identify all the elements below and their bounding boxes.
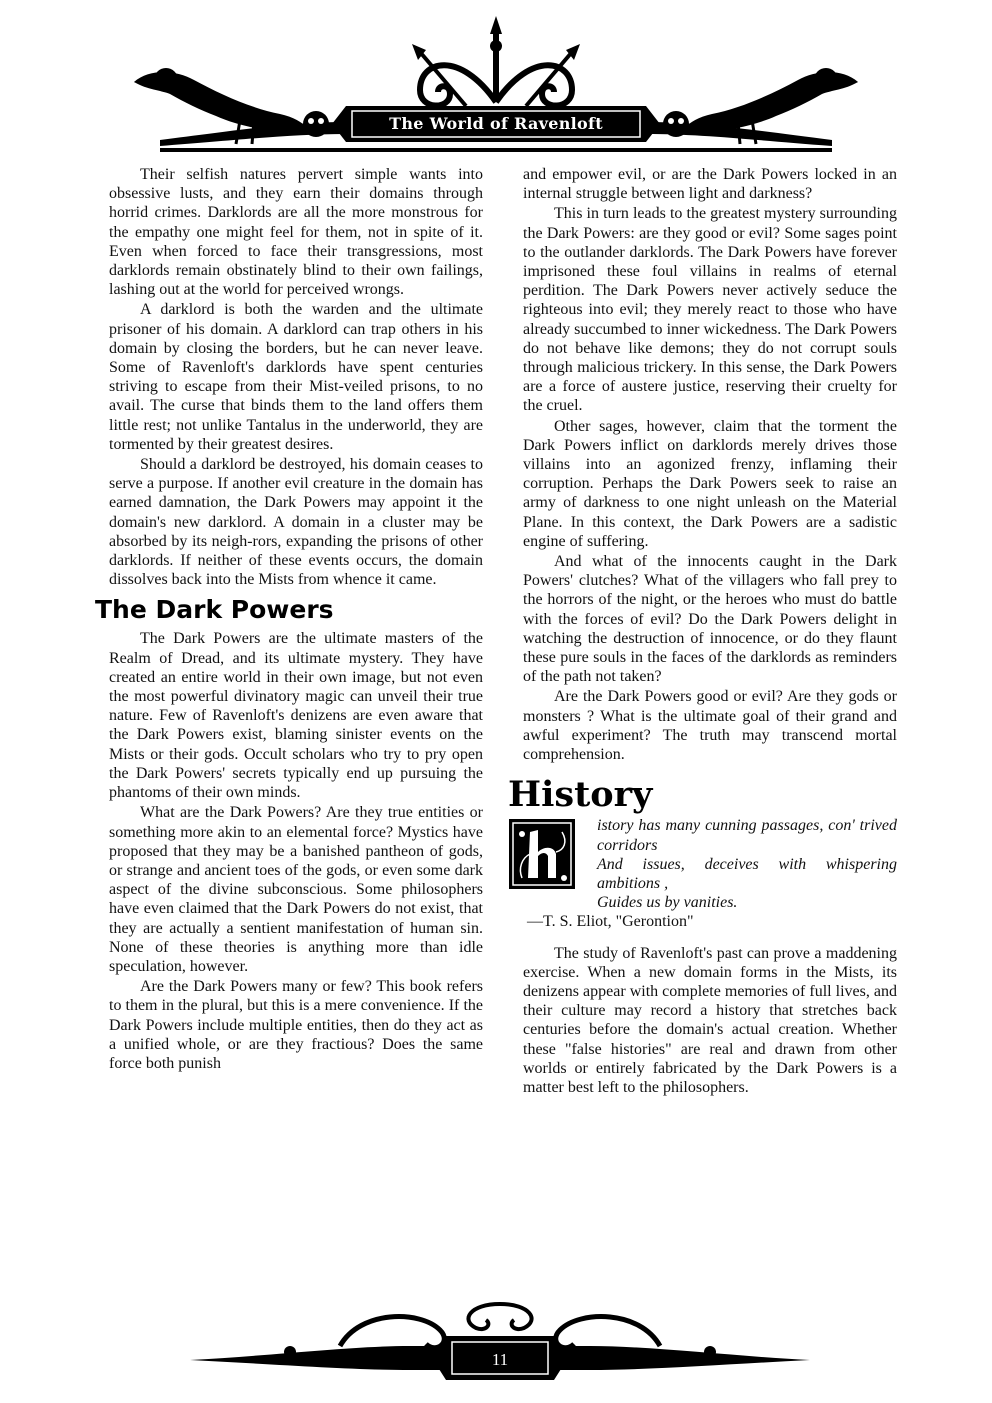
running-header-title: The World of Ravenloft (389, 113, 603, 133)
epigraph-line: Guides us by vanities. (597, 894, 738, 912)
body-paragraph: Are the Dark Powers many or few? This book refers to them in the plural, but this is a mere convenience. If the Dark Powers include multiple entities, then do they act as a unified whole, or are they fractious? Does the same force both punish (109, 978, 483, 1072)
epigraph-line: And issues, deceives with whispering ambitions , (597, 855, 897, 892)
body-paragraph: Should a darklord be destroyed, his domain ceases to serve a purpose. If another evil creature in the domain has earned damnation, the Dark Powers may appoint it the domain's new darklord. A domain in a cluster may be absorbed by its neigh-rors, expanding the prisons of other darklords. If neither of these events occurs, the domain dissolves back into the Mists from whence it came. (109, 456, 483, 589)
epigraph-attribution: —T. S. Eliot, "Gerontion" (527, 913, 694, 931)
body-paragraph: And what of the innocents caught in the Dark Powers' clutches? What of the villagers who fall prey to the horrors of the night, or the heroes who must do battle with the forces of evil? Do the Dark Powers delight in watching the destruction of innocence, or do they flaunt these pure souls in the faces of the darklords as reminders of the path not taken? (523, 553, 897, 686)
page-number: 11 (491, 1350, 509, 1369)
body-paragraph: What are the Dark Powers? Are they true entities or something more akin to an elemental force? Mystics have proposed that they may be a banished pantheon of gods, or strange and ancient toes of the gods, or even some dark aspect of the divine subconscious. Some philosophers have even claimed that the Dark Powers do not exist, that they are actually a sentient manifestation of human sin. None of these theories is anything more than idle speculation, however. (109, 804, 483, 975)
right-column (508, 165, 897, 1097)
section-heading-dark-powers: The Dark Powers (95, 595, 334, 625)
body-paragraph: Other sages, however, claim that the torment the Dark Powers inflict on darklords merely drives those villains into an agonized frenzy, inflaming their corruption. Perhaps the Dark Powers seek to raise an army of darkness to one night unleash on the Material Plane. In this context, the Dark Powers are a sadistic engine of suffering. (523, 417, 897, 550)
left-column (95, 165, 483, 1073)
epigraph-line: istory has many cunning passages, con' trived corridors (597, 817, 897, 854)
body-paragraph: The Dark Powers are the ultimate masters of the Realm of Dread, and its ultimate mystery. They have created an entire world in their own image, but not even the most powerful divinatory magic can unveil their true nature. Few of Ravenloft's denizens are even aware that the Dark Powers exist, blaming sinister events on the Mists or their gods. Occult scholars who try to pry open the Dark Powers' secrets typically end up pursuing the phantoms of their own minds. (109, 630, 483, 802)
body-paragraph: The study of Ravenloft's past can prove a maddening exercise. When a new domain forms in the Mists, its denizens appear with complete memories of full lives, and their culture may record a history that stretches back centuries before the domain's actual creation. Whether these "false histories" are real and drawn from other worlds or entirely fabricated by the Dark Powers is a matter best left to the philosophers. (523, 944, 897, 1096)
section-heading-history: History (508, 774, 653, 816)
footer-ornament (190, 1300, 810, 1395)
epigraph (523, 816, 897, 931)
body-paragraph: Their selfish natures pervert simple wants into obsessive lusts, and they earn their domains through horrid crimes. Darklords are all the more monstrous for the empathy one might feel for them, not in spite of it. Even when forced to face their transgressions, most darklords remain obstinately blind to their own failings, lashing out at the world for perceived wrongs. (109, 166, 483, 299)
drop-cap-h-icon (508, 818, 576, 890)
body-paragraph: and empower evil, or are the Dark Powers locked in an internal struggle between light and darkness? (523, 166, 897, 203)
header-ornament (120, 10, 872, 170)
body-paragraph: This in turn leads to the greatest mystery surrounding the Dark Powers: are they good or evil? Some sages point to the outlander darklords. The Dark Powers have forever imprisoned these foul villains in realms of eternal perdition. The Dark Powers never actively seduce the righteous into evil; they merely react to those who have already succumbed to inner wickedness. The Dark Powers do not behave like demons; they do not corrupt souls through malicious trickery. In this sense, the Dark Powers are a force of austere justice, reserving their cruelty for the cruel. (523, 205, 897, 415)
body-paragraph: Are the Dark Powers good or evil? Are they gods or monsters ? What is the ultimate goal of their grand and awful experiment? The truth may transcend mortal comprehension. (523, 688, 897, 764)
body-paragraph: A darklord is both the warden and the ultimate prisoner of his domain. A darklord can trap others in his domain by closing the borders, but he can never leave. Some of Ravenloft's darklords have spent centuries striving to escape from their Mist-veiled prisons, to no avail. The curse that binds them to the land offers them little rest; not unlike Tantalus in the underworld, they are tormented by their greatest desires. (109, 301, 483, 453)
